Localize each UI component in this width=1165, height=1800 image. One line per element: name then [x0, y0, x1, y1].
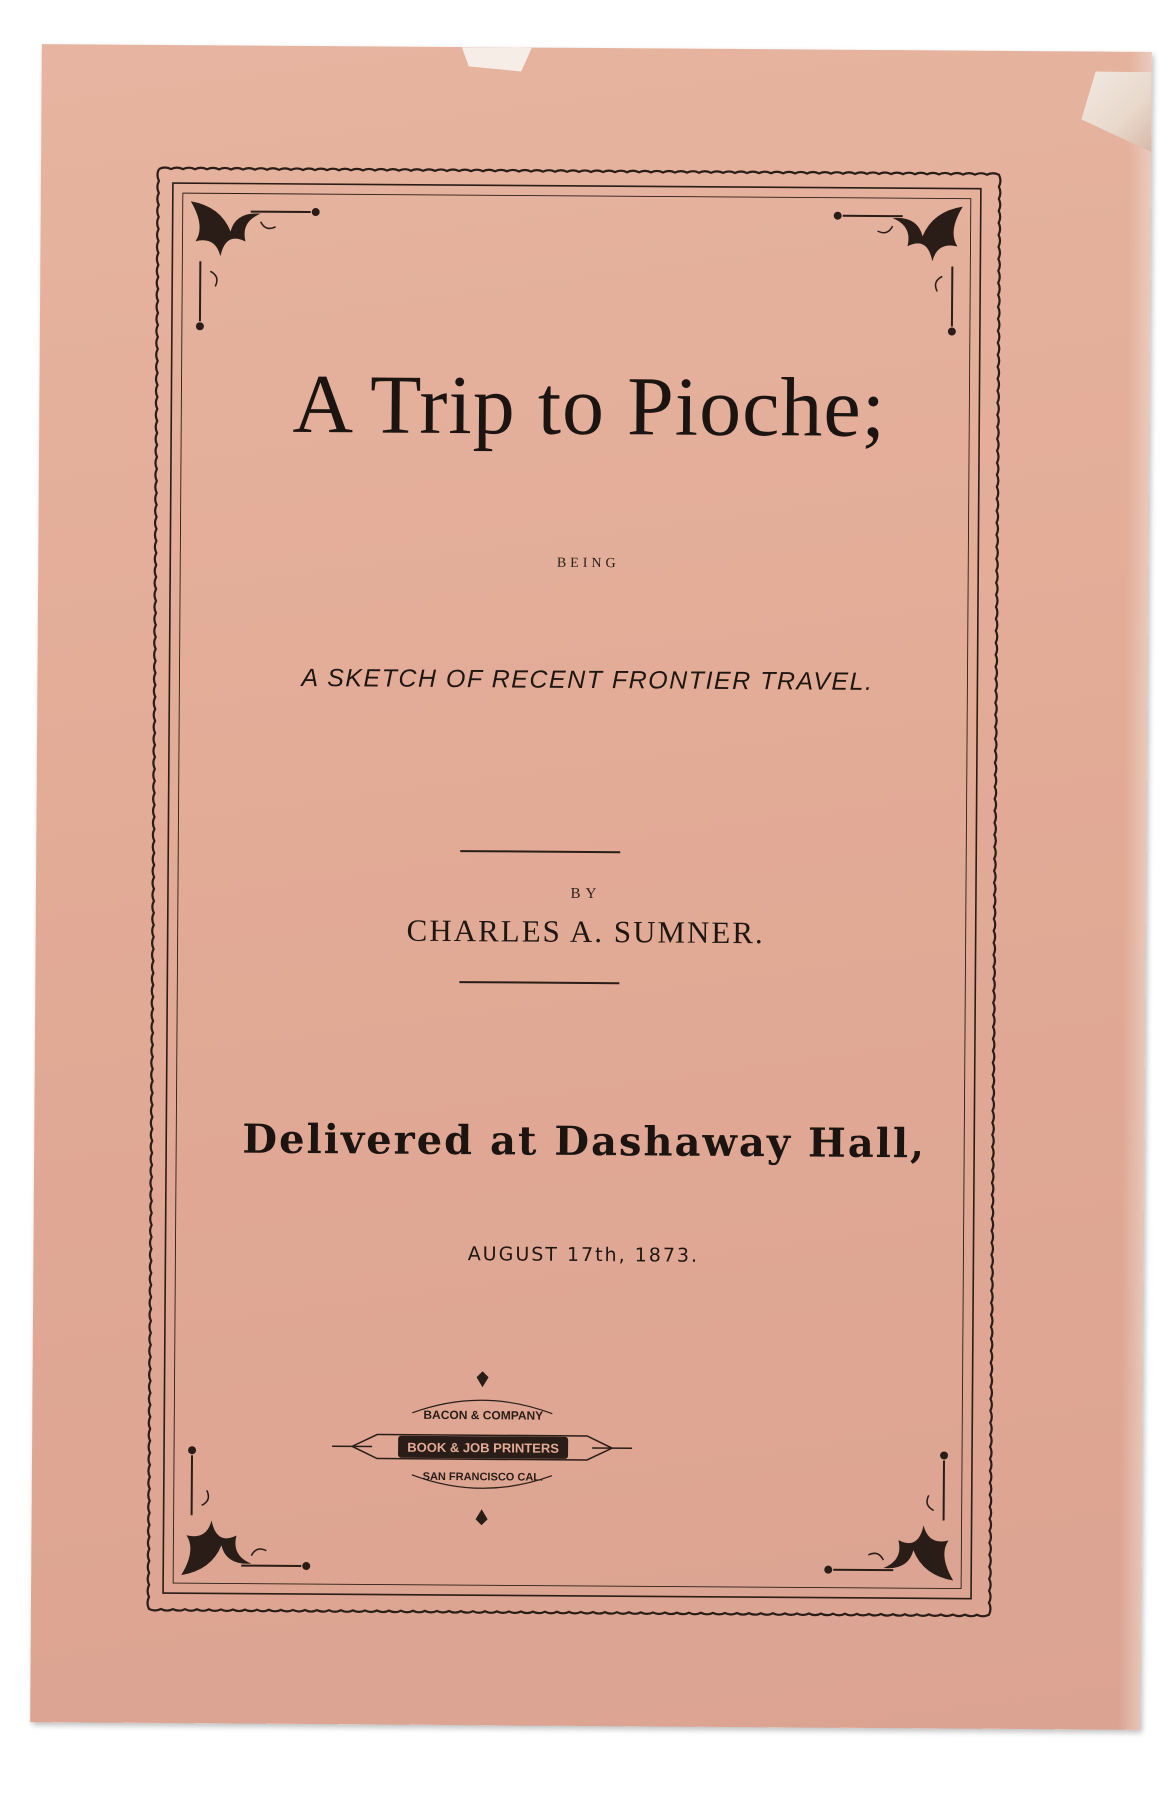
cover-subtitle: A SKETCH OF RECENT FRONTIER TRAVEL. [301, 663, 874, 696]
printer-imprint-emblem [332, 1370, 633, 1526]
pamphlet-cover [30, 44, 1152, 1730]
imprint-line-1: BACON & COMPANY [423, 1407, 544, 1423]
corner-ornament-top-right [833, 206, 963, 336]
cover-title: A Trip to Pioche; [292, 357, 887, 456]
lecture-date: AUGUST 17th, 1873. [467, 1243, 700, 1267]
being-label: BEING [556, 555, 620, 572]
venue-line: Delivered at Dashaway Hall, [242, 1115, 927, 1168]
corner-ornament-top-left [190, 201, 320, 331]
corner-ornament-bottom-left [181, 1446, 311, 1576]
imprint-line-3: SAN FRANCISCO CAL. [422, 1470, 544, 1484]
by-label: BY [570, 885, 602, 903]
imprint-line-2: BOOK & JOB PRINTERS [407, 1439, 559, 1456]
corner-ornament-bottom-right [824, 1451, 954, 1581]
author-name: CHARLES A. SUMNER. [406, 912, 765, 951]
